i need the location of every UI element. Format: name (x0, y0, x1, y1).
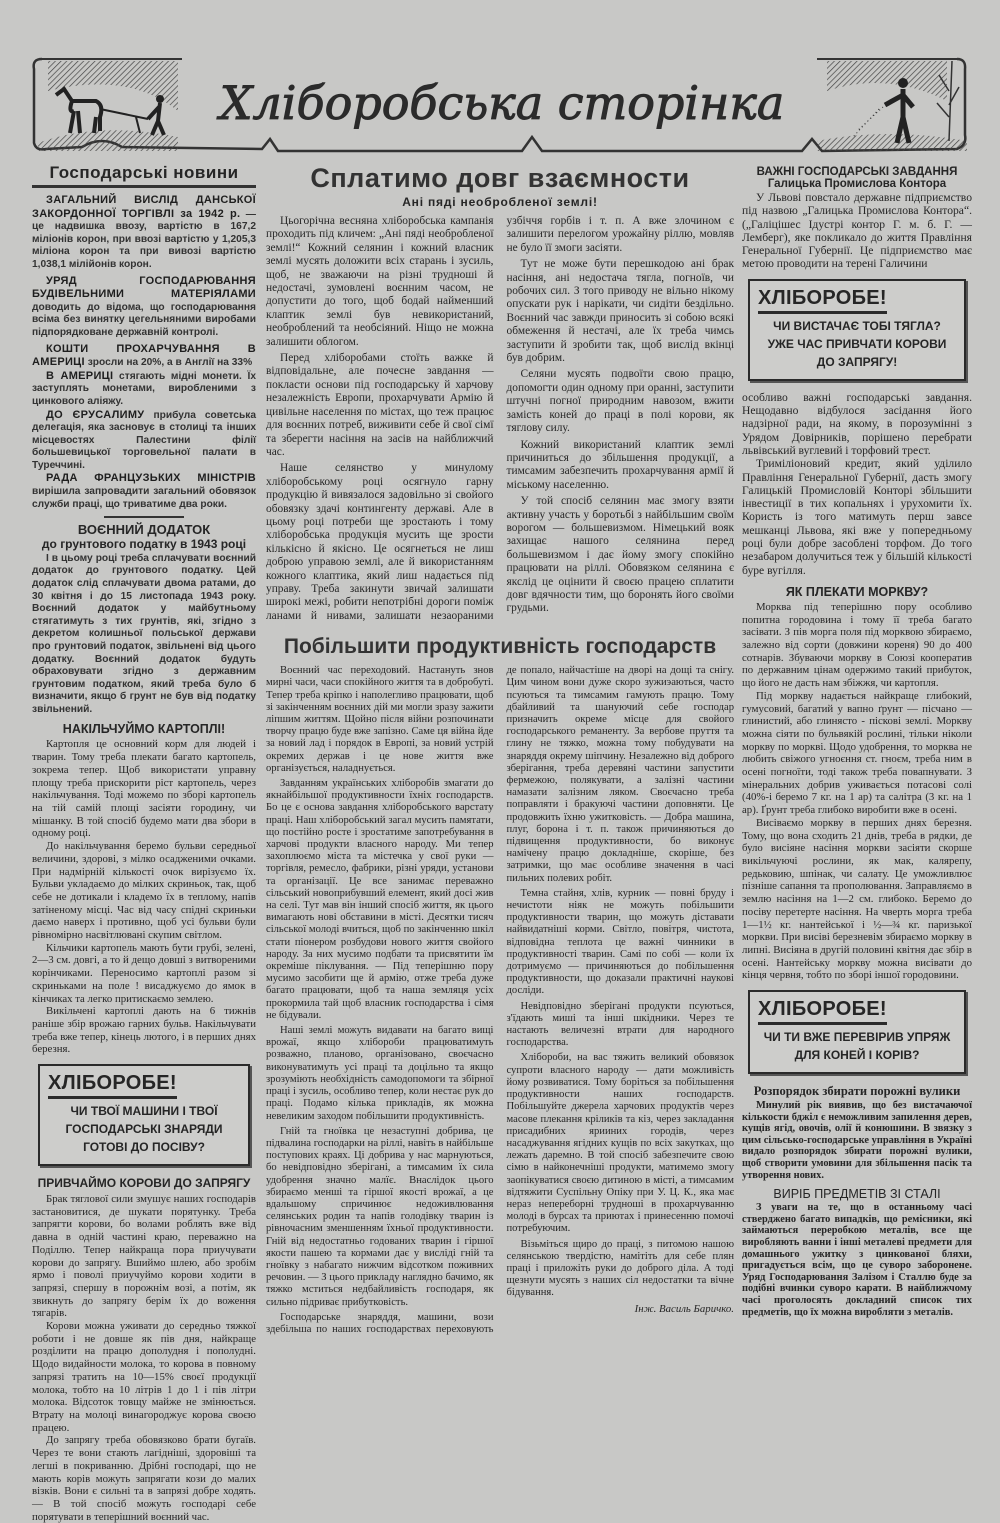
paragraph: Під моркву надається найкраще глибокий, гумусовий, багатий у вапно ґрунт — пісчано — глинистий, або глинясто - піскові землі. Моркву можна сіяти по бульвякій рослині, тільки ніколи моркву по моркві. Щодо удобрення, то морква не любить свіжого угноєння ст. гноєм, треба ним в осені погноїти, тоді також треба повапнувати. З мінеральних добрив уживається потасові солі (40%-і беремо 7 кг. на 1 ар) та салітра (3 кг. на 1 ар). Ґрунт треба глибоко виробити вже в осені. (742, 689, 972, 817)
column-news (32, 163, 256, 716)
hives-article (742, 1084, 972, 1181)
main-article-title: Сплатимо довг взаємности (310, 163, 690, 193)
second-article-title: Побільшити продуктивність господарств (283, 635, 717, 659)
news-item: ЗАГАЛЬНИЙ ВИСЛІД ДАНСЬКОЇ ЗАКОРДОННОЇ ТОРГІВЛІ за 1942 р. — це надвишка ввозу, вартістю в 167,2 міліонів корон, при ввозі вартістю у 1,205,3 міліона корон та при вивозі вартістю 1,038,1 мілійонів корон. (32, 194, 256, 270)
cows-title: ПРИВЧАЙМО КОРОВИ ДО ЗАПРЯГУ (37, 1176, 251, 1191)
carrot-title: ЯК ПЛЕКАТИ МОРКВУ? (785, 584, 929, 599)
news-item: В АМЕРИЦІ стягають мідні монети. Їх заступлять монетами, виробленими з цинкового аліяжу. (32, 369, 256, 407)
masthead (22, 55, 977, 155)
notice-line: ЧИ ТИ ВЖЕ ПЕРЕВІРИВ УПРЯЖ (763, 1030, 951, 1045)
tasks-article (742, 166, 972, 271)
paragraph: особливо важні господарські завдання. Нещодавно відбулося засідання його надзірної ради, на якому, в порозумінні з Урядом Довірників, порішено перебрати львівський вуглевий і торфовий трест. (742, 390, 972, 457)
notice-title: ХЛІБОРОБЕ! (758, 287, 887, 314)
paragraph: До запрягу треба обовязково брати бугаїв. Через те вони стають лагідніші, здоровіші та легші в покриванню. Дрібні господарі, що не мають корів можуть запрягати кози до малих візків. Вони є сильні та в запрязі добре ходять. — В той спосіб можуть господарі себе порятувати в теперішний воєнний час. (32, 1434, 256, 1523)
signature: Інж. Василь Баричко. (634, 1302, 734, 1315)
farmer-notice-box (748, 990, 966, 1074)
paragraph: Кільчики картопель мають бути грубі, зелені, 2—3 см. довгі, а то й дещо довші з витвореними корінчиками. Переносимо картоплі разом зі скриньками на поле ! висаджуємо до ямок в кінчиках та легко притискаємо землею. (32, 941, 256, 1005)
paragraph: Картопля це основний корм для людей і тварин. Тому треба плекати багато картопель, зокрема тепер. Щоб використати управну площу треба прискорити ріст картопель, через накільчування. Тоді можемо по зборі картопель на тій самій площі засіяти городину, чи мішанку. В той спосіб будемо мати два збори в одному році. (32, 738, 256, 840)
paragraph: Тут не може бути перешкодою ані брак насіння, ані недостача тягла, погноїв, чи робочих сил. З того приводу не вільно нікому опускати рук і нарікати, чи сидіти бездільно. Воєнний час завжди приносить зі собою всякі обмеження й нестачі, але їх треба чимсь заступити й зробити так, щоб вислід вкінці був добрим. (506, 258, 734, 365)
paragraph: Наше селянство у минулому хліборобському році осягнуло гарну продукцію й вивязалося задовільно зі свойого обовязку здачі контингенту державі. Але в цьому році потреби ще зростають і тому хліборобська продукція мусить ще зрости кількісно й якісно. Це осягнеться не лиш доброю управою землі, але й використанням кожного клаптика, який лиш надається під управу. Треба закинути звичай залишати широкі межі, робити непотрібні дороги поміж ланами й нивами, залишати незаораними узбіччя горбів і т. п. А вже злочином є залишити перелогом урожайну ріллю, мовляв не було її змоги засіяти. (266, 215, 734, 622)
paragraph: Минулий рік виявив, що без вистачаючої кількости бджіл є неможливим запилення дерев, кущів ягід, овочів, олії й конюшини. В звязку з цим сільсько-господарське управління в Україні видало розпорядок збирати порожні вулики, щоб створити умовини для збільшення пасік та утворення нових. (742, 1100, 972, 1181)
paragraph: У Львові повстало державне підприємство під назвою „Галицька Промислова Контора“. („Галіцішес Ідустрі контор Г. м. б. Г. — Лемберг), яке покликало до життя Правління Генеральної Губернії. Це підприємство має метою проводити на терені Галичини (742, 191, 972, 271)
paragraph: Брак тяглової сили змушує наших господарів застановитися, де шукати порятунку. Треба запрягти корови, бо волами роблять вже від давна в одній частині краю, переважно на Поділлю. Тепер найкраща пора приучувати корови до запрягу. Вшиймо шлею, або зробім ярмо і поволі приучуймо корови ходити в запрязі, спершу в порожнім возі, а потім, як звикнуть до запрягу берім їх до воження тягарів. (32, 1193, 256, 1320)
tax-subtitle: до грунтового податку в 1943 році (41, 536, 247, 551)
news-item: КОШТИ ПРОХАРЧУВАННЯ В АМЕРИЦІ зросли на 20%, а в Англії на 33% (32, 342, 256, 369)
news-heading: Господарські новини (32, 163, 256, 188)
news-item: РАДА ФРАНЦУЗЬКИХ МІНІСТРІВ вирішила запровадити загальний обовязок служби праці, що триватиме два роки. (32, 472, 256, 510)
paragraph: Кожний використаний клаптик землі причиниться до збільшення продукції, а тимсамим забезпечить прохарчування армії й міському населенню. (506, 438, 734, 491)
sower-illustration (817, 61, 967, 151)
main-article-subtitle: Ані пяді необробленої землі! (402, 195, 598, 209)
paragraph: Гній та гноївка це незаступні добрива, це підвалина господарки на ріллі, навіть в найбільше поступових краях. Ці добрива у нас марнуються, бо невідповідно зберігані, а тимсамим їх сила удобрення значно малїє. Внаслідок цього збираємо менші та гіршої якості врожаї, а це вдальшому спричинює недоживлювання селянських родин та напів голодівку тварин із рівночасним зменшенням їхньої продуктивности. Гній від недостатньо годованих тварин і гіршої якости пашею та кормами дає у висліді гній та гноївку з набагато нижчим відсотком поживних речовин. — З цього прикладу наглядно бачимо, як тяжко мститься недбайливість господаря, як сильно підриває прибутковість. (266, 1125, 494, 1308)
paragraph: До накільчування беремо бульви середньої величини, здорові, з мілко осадженими очками. При надмірній кількості очок вирізуємо їх. Бульви укладаємо до мілких скриньок, так, щоб себе не дотикали і кладемо їх в теплому, напів затіненому місці. Час від часу спідні скриньки даємо наверх і противно, щоб усі бульви були рівномірно насвітлювані скупим світлом. (32, 840, 256, 942)
steel-article (742, 1187, 972, 1318)
hives-title: Розпорядок збирати порожні вулики (753, 1084, 961, 1099)
notice-line: ЧИ ТВОЇ МАШИНИ І ТВОЇ (70, 1104, 218, 1119)
news-item: ДО ЄРУСАЛИМУ прибула советська делегація, яка засновує в столиці та інших місцевостях Палестини філії большевицької торговельної палати в Туреччині. (32, 408, 256, 471)
tasks-article-continued (742, 391, 972, 577)
paragraph: Триміліоновий кредит, який уділило Правління Генеральної Губернії, дасть змогу Галицькій Промисловій Конторі збільшити інвестиції в тих копальнях і урухомити їх. Користь із того матимуть перш завсе мешканці Львова, які вже у попередньому році були добре засоблені торфом. До того незабаром долучиться теж у більшій кількості буре вугілля. (742, 457, 972, 577)
ploughman-with-horse-illustration (38, 61, 188, 151)
paragraph: Наші землі можуть видавати на багато вищі врожаї, якщо хлібороби працюватимуть розважно, планово, організовано, своєчасно виконуватимуть усі праці та доцільно та якщо зрозуміють необхідність самодопомоги та збірної праці і зусиль, особливо тепер, коли нестає рук до праці. Подамо кілька прикладів, як можна невеликим заходом побільшити продуктивність. (266, 1025, 494, 1122)
tasks-title: ВАЖНІ ГОСПОДАРСЬКІ ЗАВДАННЯ (756, 166, 958, 178)
news-item: УРЯД ГОСПОДАРЮВАННЯ БУДІВЕЛЬНИМИ МАТЕРІЯЛАМИ доводить до відома, що господарювання всіма без винятку цегельняними виробами підпорядковане державній контролі. (32, 274, 256, 338)
notice-line: ДО ЗАПРЯГУ! (816, 354, 898, 369)
cows-article (32, 1176, 256, 1523)
divider (104, 516, 184, 518)
tax-text: І в цьому році треба сплачувати воєнний додаток до грунтового податку. Цей додаток слід сплачувати двома ратами, до 30 квітня і до 15 листопада 1943 року. Воєнний додаток у майбутньому стягатимуть з тих грунтів, які, згідно з декретом колишньої польської держави про грунтовий податок, звільнені від цього додатку. Воєнний додаток будуть обраховувати згідно з державним грунтовим податком, який треба було б визначити, якщо б грунт не був від податку звільнений. (32, 552, 256, 715)
second-article-body (266, 665, 734, 1336)
notice-line: УЖЕ ЧАС ПРИВЧАТИ КОРОВИ (767, 336, 947, 351)
column-middle (266, 163, 734, 1336)
main-article-body (266, 215, 734, 623)
potato-article (32, 722, 256, 1056)
paragraph: Корови можна уживати до середньо тяжкої роботи і не довше як пів дня, найкраще розділити на працю дополудня і пополудні. Щодо видайности молока, то корова в повному запрязі тратить на 10—15% своєї продукції молока, тобто на 10 літрів 1 до 1 і пів літри молока. Відсоток товщу майже не змінюється. Втрату на молоці винагороджує корова своєю працею. (32, 1320, 256, 1434)
column-4 (742, 166, 972, 1318)
main-article (266, 163, 734, 623)
paragraph: Хлібороби, на вас тяжить великий обовязок супроти власного народу — дати можливість йому розвиватися. Тому боріться за побільшення продуктивности наших господарств. Побільшуйте джерела харчових продуктів через масове плекання кріликів та кіз, через закладання присадибних ярииних городів, через насаджування ягідних кущів по всіх закутках, що лежать даремно. В той спосіб забезпечите свою сімю в найконечніші продукти, матимемо змогу заопікуватися своєю дитиною в місті, а тимсамим відтяжити Суспільну Опіку при У. Ц. К., яка має нераз непереборні трудноші в прохарчуванню молоді в бурсах та приютах і принесенню помочі потребуючим. (506, 1052, 734, 1235)
paragraph: Воєнний час переходовий. Настануть знов мирні часи, часи спокійного життя та в добробуті. Тепер треба кріпко і наполегливо працювати, щоб зі закінченням воєнних дій ми могли зразу зажити ліпшим життям. Щойно після війни розпочинати творчу працю буде вже запізно. Саме ця війна йде за новий лад і порядок в Европі, за новий устрій окремих держав і це нове життя вже організується, наладнується. (266, 665, 494, 774)
notice-title: ХЛІБОРОБЕ! (48, 1072, 177, 1099)
paragraph: Цьогорічна весняна хліборобська кампанія проходить під кличем: „Ані пяді необробленої землі!“ Кожний селянин і кожний власник землі мусять доложити всіх старань і зусиль, щоб, не зважаючи на різні трудноші й недостачі, зумовлені воєнним часом, не допустити до того, щоб бодай найменший клаптик землі був невикористаний, необроблений та необсіяний. Ніщо не можна залишити облогом. (266, 215, 494, 348)
paragraph: У той спосіб селянин має змогу взяти активну участь у боротьбі з найбільшим своїм ворогом — большевизмом. Німецький вояк захищає нашого селянина перед большевизмом і дає йому змогу спокійно працювати на ріллі. Обовязком селянина є якслід це оцінити й своєю працею сплатити довг вдячности тим, що боронять його своїми грудьми. (506, 495, 734, 615)
paragraph: Візьміться щиро до праці, з питомою нашою селянською твердістю, намітіть для себе плян праці і приложіть руки до доброго діла. А тоді щезнути мусять з наших сіл недостатки та вічне бідування. (506, 1238, 734, 1299)
notice-title: ХЛІБОРОБЕ! (758, 998, 887, 1025)
masthead-title: Хліборобська сторінка (219, 76, 785, 130)
paragraph: Селяни мусять подвоїти свою працю, допомогти один одному при оранні, заступити штучні погної природним навозом, вжити замість коней до праці в полі корови, як тяглову силу. (506, 368, 734, 435)
column-1 (32, 163, 256, 1523)
notice-line: ГОСПОДАРСЬКІ ЗНАРЯДИ (65, 1122, 223, 1137)
tasks-subtitle: Галицька Промислова Контора (767, 178, 947, 190)
paragraph: З уваги на те, що в останньому часі стверджено багато випадків, що ремісники, які займаються переробкою металів, все ще виробляють ванни і інші металеві предмети для домашнього ужитку з цинкованої бляхи, пригадується всім, що це суворо заборонене. Уряд Господарювання Залізом і Сталлю буде за подібні вчинки суворо карати. В найближчому часі проголосять докладний список тих предметів, що їх можна виробляти з металів. (742, 1202, 972, 1318)
paragraph: Висіваємо моркву в перших днях березня. Тому, що вона сходить 21 днів, треба в рядки, де було висіяне насіння моркви засіяти скорше викільчуючі рослини, як мак, калярепу, редьковию, шпінак, чи салату. Це уможливлює пізніше сапання та прополювання. Заправляємо в землю насіння на 1—2 см. глибоко. Беремо до посіву перетерте насіння. На чверть морга треба 1—1½ кг. нантейської і ½—¾ кг. паризької моркви. При висіві березневім збираємо моркву в липні. Висіяна в другій половині квітня дає збір в осені. Нантейську моркву можна висівати до кінця червня, тобто по зборі іншої городовини. (742, 816, 972, 982)
paragraph: Господарське знаряддя, машини, вози здебільша по наших господарствах переховують де попало, найчастіше на дворі на дощі та снігу. Цим чином вони дуже скоро зужиэаються, часто псуються та тимсамим гамують працю. Тому дбайливий та шануючий себе господар призначить окреме місце для свойого господарського реманенту. За вербове пруття та глину не тяжко, можна тому побудувати на знаряддя окрему шіпчину. Незалежно від доброго зберігання, треба деревяні частини запустити фермежою, полякувати, а залізні частини намазати залізним ляком. Своєчасно треба поправляти і бракуючі частини доповняти. Це продовжить їхню ужитковість. — Добра машина, плуг, борона і т. п. також причиняються до підвищення продуктивности, бо виконує намічену працю докладніше, скоріше, без затримки, що має особливе значення в часі пильних полевих робіт. (266, 665, 734, 1335)
paragraph: Викільчені картоплі дають на 6 тижнів раніше збір врожаю гарних бульв. Накільчувати треба вже тепер, кінець лютого, і в перших днях березня. (32, 1005, 256, 1056)
paragraph: Темна стайня, хлів, курник — повні бруду і нечистоти ніяк не можуть побільшити продуктивности тварин, що можуть діставати найвидатніші корми. Світло, повітря, чистота, відповідна теплота це важні чинники в продуктивності тварин. Самі по собі — коли їх дотримуємо — причиняються до побільшення продуктивности, що доказали практичні наукові досліди. (506, 887, 734, 997)
paragraph: Морква під теперішню пору особливо попитна городовина і тому її треба багато засівати. З пів морга поля під морквою збираємо, залежно від сорти (довжини кореня) 90 до 400 сотнарів. Збуваючи моркву в Союзі кооператив по державним цінам одержимо такий прибуток, що його не дасть нам збіжжя, чи картопля. (742, 600, 972, 690)
steel-title: ВИРІБ ПРЕДМЕТІВ ЗІ СТАЛІ (773, 1187, 941, 1202)
paragraph: Перед хліборобами стоїть важке й відповідальне, але почесне завдання — покласти основи під господарську й харчову незалежність Европи, прохарчувати Армію й цивільне населення по містах, що теж працює для воєнних потреб, виживити себе й свої сімї та зберегти насіння на засів на найближчий час. (266, 352, 494, 458)
paragraph: Завданням українських хліборобів змагати до якнайбільшої продуктивности їхніх господарств. Бо це є основа завдання хліборобського варстату праці. Наш хліборобський загал мусить памятати, що постійно росте і зростатиме запотребування в харчові продукти власного народу. Ми тепер захоплюємо міста та містечка у свої руки — торгівля, ремесло, фабрики, різні уряди, установи та організації. Це все занимає переважно сільський новоприбувший елемент, який досі жив на селі. Тут мав він інший спосіб життя, як цього вимагають нові обставини в місті. Десятки тисяч сільської молоді вчиться, щоб по закінченню шкіл стати піонером розбудови нового життя свойого народу. За них мусимо подбати та присвятити їм окреміше піклування. — Під теперішню пору мусимо засобити ще й армію, отже треба дуже багато працювати, щоб та наша земляця усіх прокормила тай щоб власник господарства і сімя не бідували. (266, 778, 494, 1021)
paragraph: Невідповідно зберігані продукти псуються, з'їдають миші та інші шкідники. Через те настають величезні втрати для народного господарства. (506, 1000, 734, 1049)
tax-title: ВОЄННИЙ ДОДАТОК (77, 521, 211, 537)
notice-line: ГОТОВІ ДО ПОСІВУ? (83, 1140, 205, 1155)
potato-title: НАКІЛЬЧУЙМО КАРТОПЛІ! (62, 722, 226, 737)
notice-line: ДЛЯ КОНЕЙ І КОРІВ? (794, 1048, 920, 1063)
farmer-notice-box (748, 279, 966, 381)
second-article (266, 635, 734, 1336)
farmer-notice-box (38, 1064, 250, 1166)
notice-line: ЧИ ВИСТАЧАЄ ТОБІ ТЯГЛА? (773, 318, 941, 333)
carrot-article (742, 585, 972, 982)
